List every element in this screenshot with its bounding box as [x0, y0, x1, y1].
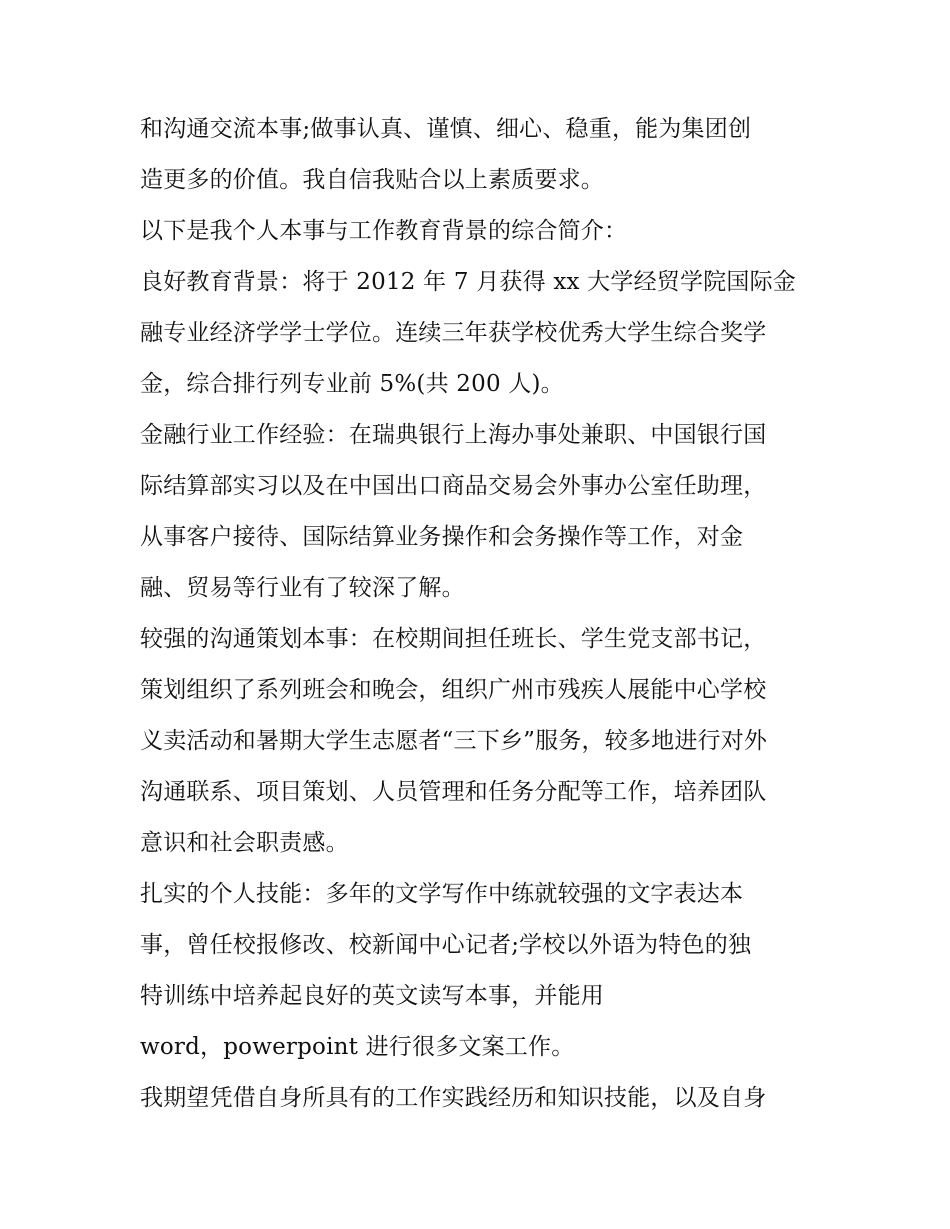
text-line: 义卖活动和暑期大学生志愿者“三下乡”服务，较多地进行对外	[140, 728, 768, 754]
document-body	[140, 104, 830, 1124]
text-line: 金融行业工作经验：在瑞典银行上海办事处兼职、中国银行国	[140, 422, 767, 448]
text-line: 以下是我个人本事与工作教育背景的综合简介：	[140, 218, 628, 244]
text-line: 意识和社会职责感。	[140, 830, 349, 856]
text-line: 从事客户接待、国际结算业务操作和会务操作等工作，对金	[140, 524, 744, 550]
text-line: 我期望凭借自身所具有的工作实践经历和知识技能，以及自身	[140, 1085, 767, 1111]
text-line: 特训练中培养起良好的英文读写本事，并能用	[140, 983, 604, 1009]
text-line: 和沟通交流本事;做事认真、谨慎、细心、稳重，能为集团创	[140, 116, 752, 142]
text-line: 事，曾任校报修改、校新闻中心记者;学校以外语为特色的独	[140, 932, 752, 958]
text-line: 沟通联系、项目策划、人员管理和任务分配等工作，培养团队	[140, 779, 767, 805]
text-line: 融专业经济学学士学位。连续三年获学校优秀大学生综合奖学	[140, 320, 767, 346]
text-line: 金，综合排行列专业前 5%(共 200 人)。	[140, 371, 564, 397]
text-line: word，powerpoint 进行很多文案工作。	[140, 1034, 575, 1060]
text-line: 较强的沟通策划本事：在校期间担任班长、学生党支部书记，	[140, 626, 767, 652]
text-line: 融、贸易等行业有了较深了解。	[140, 575, 465, 601]
text-line: 策划组织了系列班会和晚会，组织广州市残疾人展能中心学校	[140, 677, 767, 703]
text-line: 际结算部实习以及在中国出口商品交易会外事办公室任助理，	[140, 473, 767, 499]
text-line: 扎实的个人技能：多年的文学写作中练就较强的文字表达本	[140, 881, 744, 907]
text-line: 造更多的价值。我自信我贴合以上素质要求。	[140, 167, 604, 193]
text-line: 良好教育背景：将于 2012 年 7 月获得 xx 大学经贸学院国际金	[140, 269, 796, 295]
